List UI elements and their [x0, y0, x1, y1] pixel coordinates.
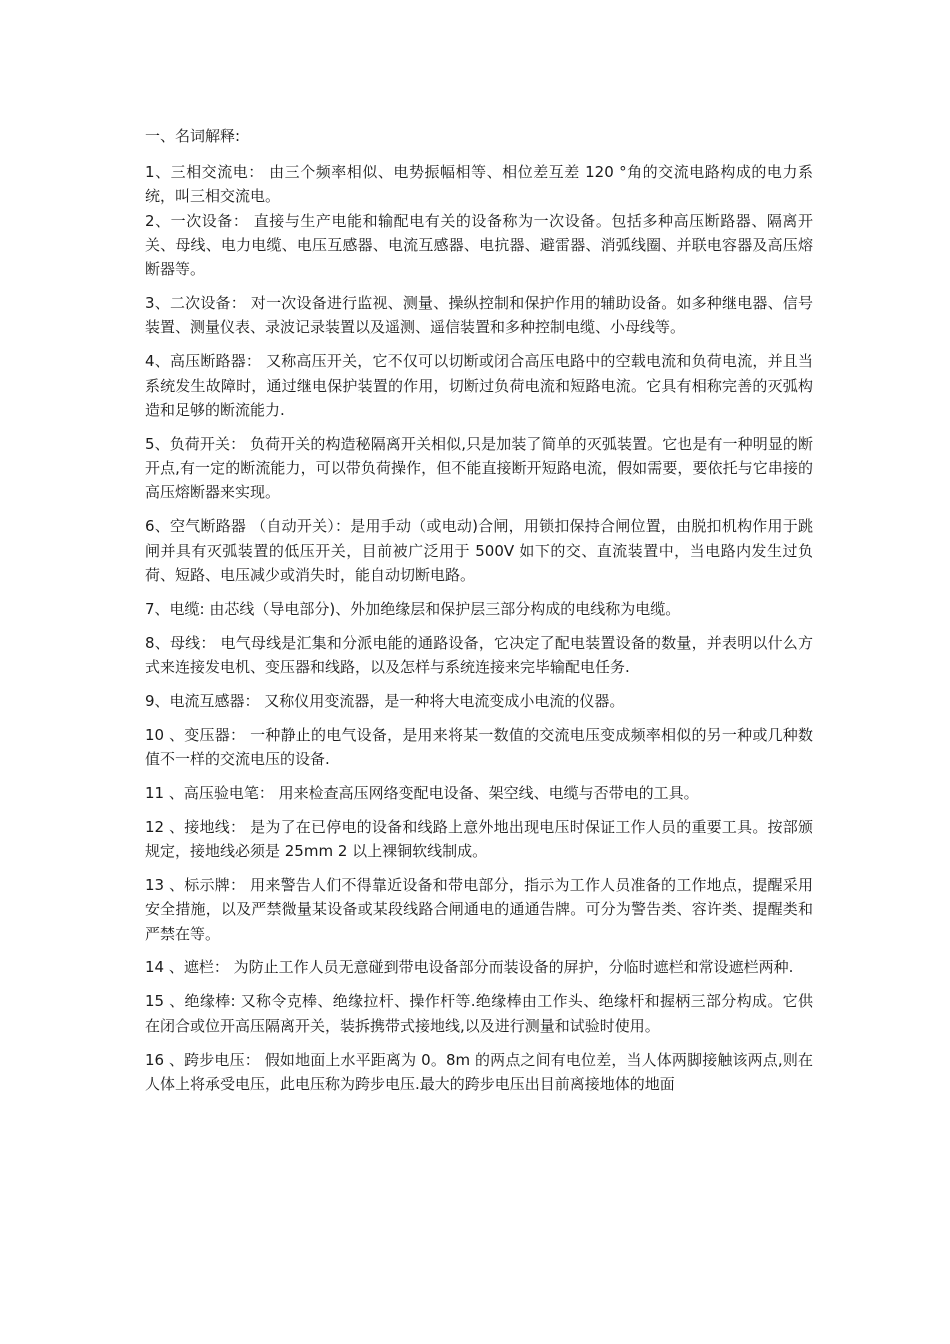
term-entry-6: 6、空气断路器 （自动开关）：是用手动（或电动)合闸，用锁扣保持合闸位置，由脱扣机构作用于跳闸并具有灭弧装置的低压开关，目前被广泛用于 500V 如下的交、直流装置中，当电路内发生过负荷、短路、电压减少或消失时，能自动切断电路。 [145, 517, 813, 584]
term-entry-13: 13 、标示牌： 用来警告人们不得靠近设备和带电部分，指示为工作人员准备的工作地点，提醒采用安全措施，以及严禁微量某设备或某段线路合闸通电的通通告牌。可分为警告类、容许类、提醒类和严禁在等。 [145, 875, 813, 943]
section-heading: 一、名词解释: [145, 127, 241, 145]
term-entry-12: 12 、接地线： 是为了在已停电的设备和线路上意外地出现电压时保证工作人员的重要工具。按部颁规定，接地线必须是 25mm 2 以上裸铜软线制成。 [145, 817, 813, 861]
term-entry-7: 7、电缆: 由芯线（导电部分)、外加绝缘层和保护层三部分构成的电线称为电缆。 [145, 599, 681, 618]
term-entry-8: 8、母线： 电气母线是汇集和分派电能的通路设备，它决定了配电装置设备的数量，并表明以什么方式来连接发电机、变压器和线路，以及怎样与系统连接来完毕输配电任务. [145, 633, 813, 676]
term-entry-11: 11 、高压验电笔： 用来检查高压网络变配电设备、架空线、电缆与否带电的工具。 [145, 783, 699, 802]
term-entry-3: 3、二次设备： 对一次设备进行监视、测量、操纵控制和保护作用的辅助设备。如多种继电器、信号装置、测量仪表、录波记录装置以及遥测、遥信装置和多种控制电缆、小母线等。 [145, 294, 813, 337]
term-entry-10: 10 、变压器： 一种静止的电气设备，是用来将某一数值的交流电压变成频率相似的另一种或几种数值不一样的交流电压的设备. [145, 725, 813, 768]
term-entry-16: 16 、跨步电压： 假如地面上水平距离为 0。8m 的两点之间有电位差，当人体两脚接触该两点,则在人体上将承受电压，此电压称为跨步电压.最大的跨步电压出目前离接地体的地面 [145, 1050, 813, 1093]
term-entry-15: 15 、绝缘棒: 又称令克棒、绝缘拉杆、操作杆等.绝缘棒由工作头、绝缘杆和握柄三部分构成。它供在闭合或位开高压隔离开关，装拆携带式接地线,以及进行测量和试验时使用。 [145, 992, 813, 1035]
document-body [145, 124, 813, 1096]
term-entry-5: 5、负荷开关： 负荷开关的构造秘隔离开关相似,只是加装了简单的灭弧装置。它也是有一种明显的断开点,有一定的断流能力，可以带负荷操作，但不能直接断开短路电流，假如需要，要依托与它串接的高压熔断器来实现。 [145, 434, 813, 502]
term-entry-2: 2、一次设备： 直接与生产电能和输配电有关的设备称为一次设备。包括多种高压断路器、隔离开关、母线、电力电缆、电压互感器、电流互感器、电抗器、避雷器、消弧线圈、并联电容器及高压熔断器等。 [145, 211, 813, 279]
term-entry-9: 9、电流互感器： 又称仪用变流器，是一种将大电流变成小电流的仪器。 [145, 691, 625, 710]
term-entry-14: 14 、遮栏： 为防止工作人员无意碰到带电设备部分而装设备的屏护，分临时遮栏和常设遮栏两种. [145, 958, 794, 977]
term-entry-1: 1、三相交流电： 由三个频率相似、电势振幅相等、相位差互差 120 °角的交流电路构成的电力系统，叫三相交流电。 [145, 163, 813, 206]
term-entry-4: 4、高压断路器： 又称高压开关，它不仅可以切断或闭合高压电路中的空载电流和负荷电流，并且当系统发生故障时，通过继电保护装置的作用，切断过负荷电流和短路电流。它具有相称完善的灭弧构造和足够的断流能力. [145, 352, 813, 419]
